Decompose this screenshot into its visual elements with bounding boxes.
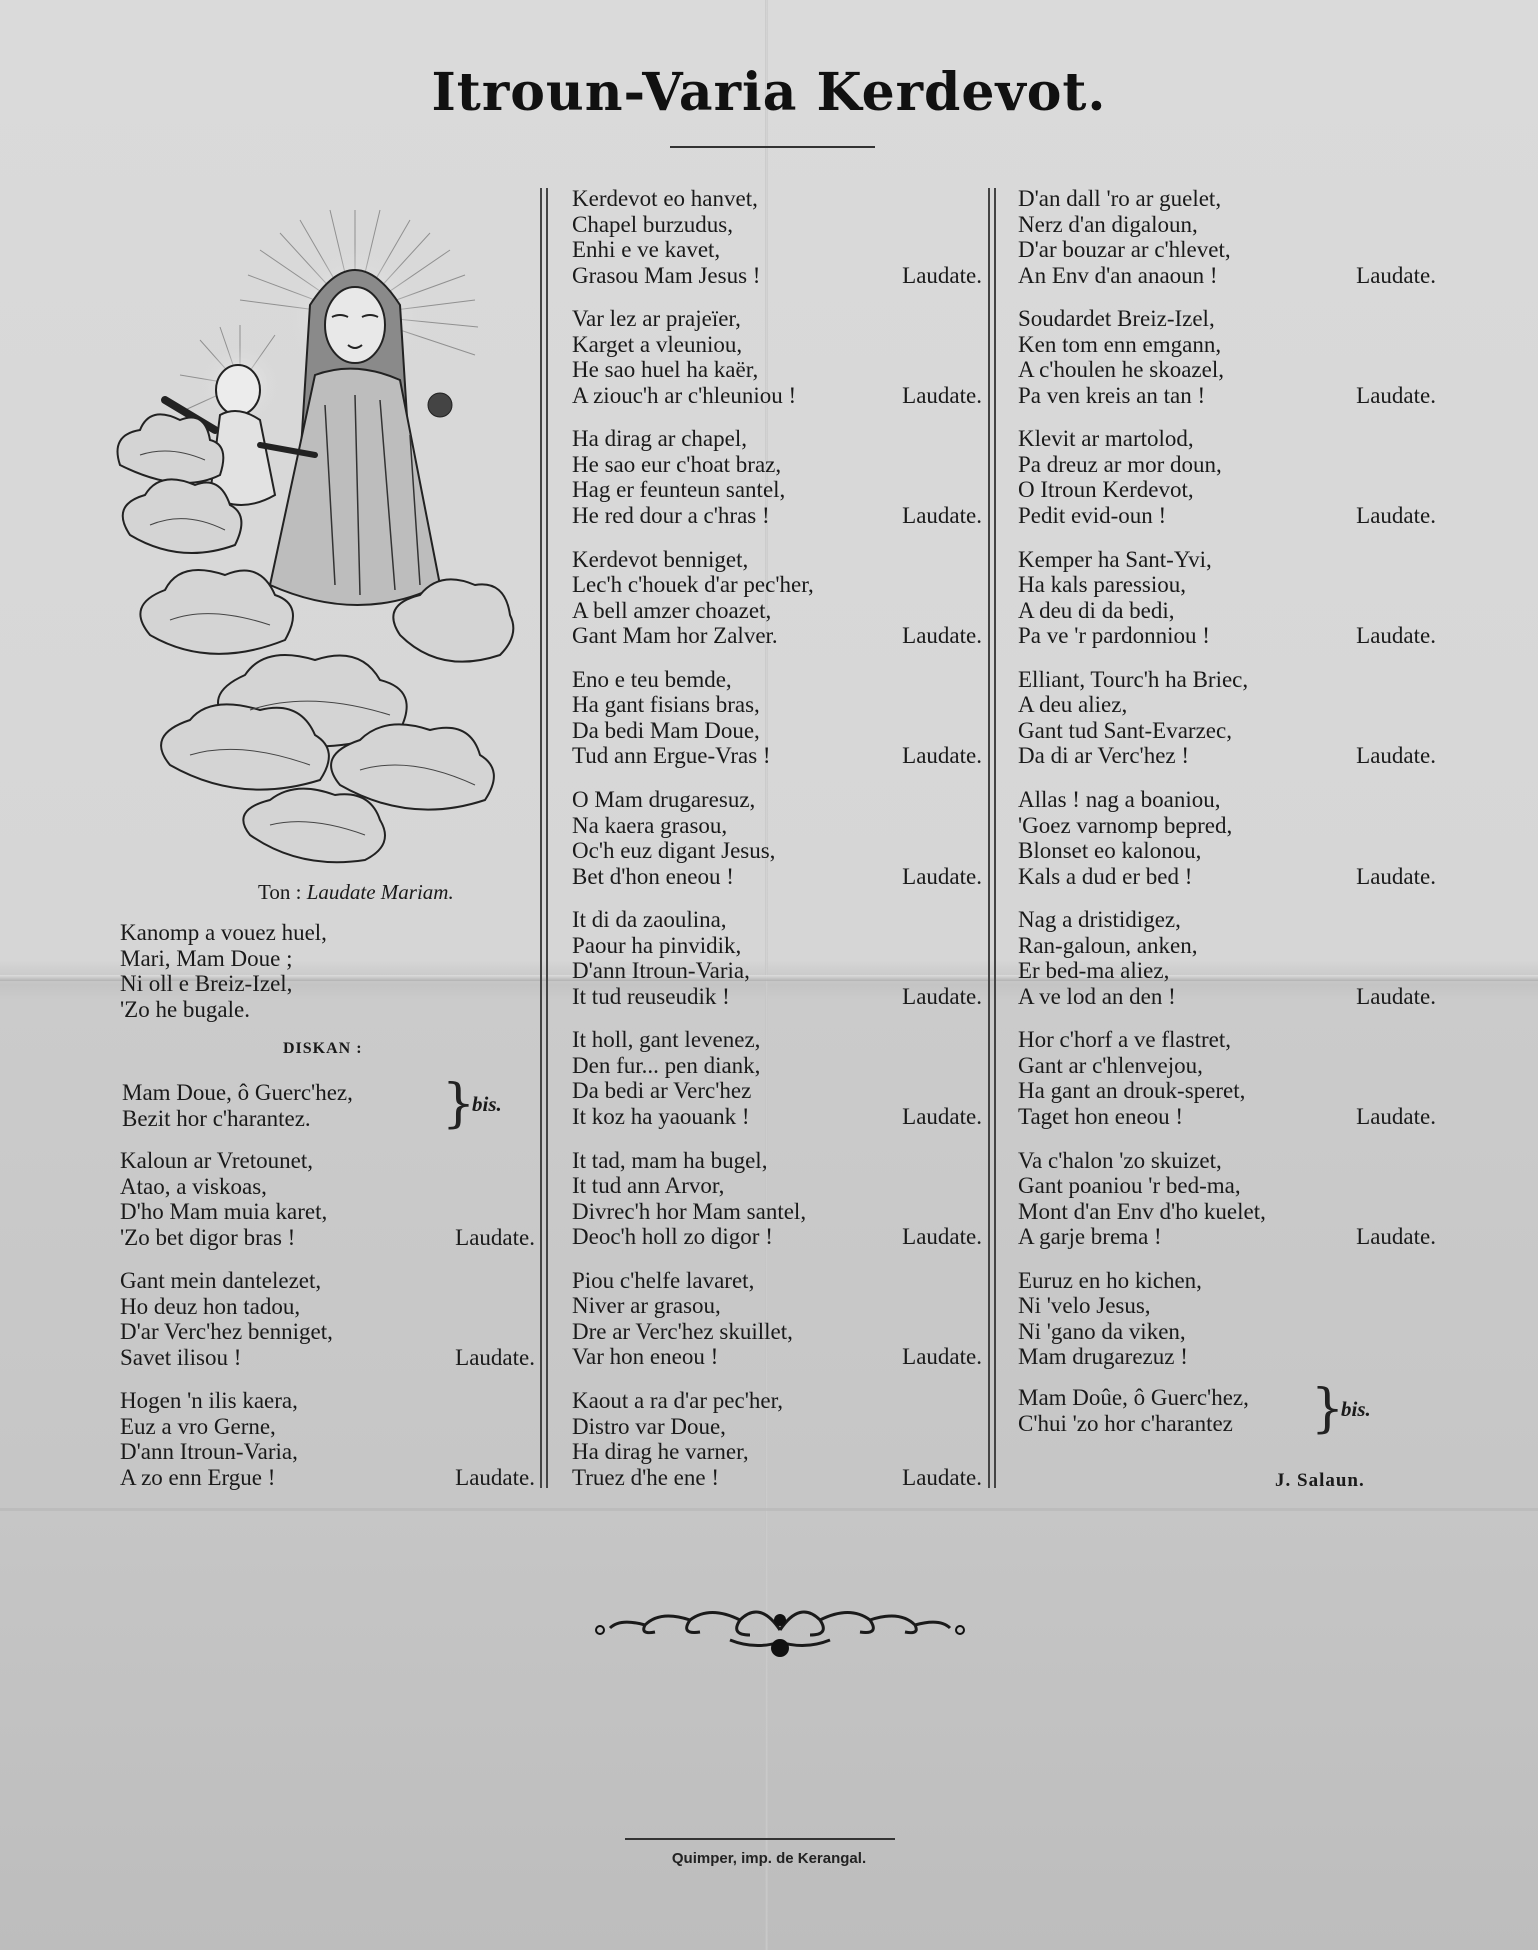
stanza [120,1268,535,1370]
verse-line: Ken tom enn emgann, [1018,331,1222,357]
stanza [1018,787,1436,889]
verse-line: Var hon eneou ! [572,1344,719,1370]
stanza [572,186,982,288]
author-signature: J. Salaun. [1275,1470,1365,1491]
verse-line: It di da zaoulina, [572,907,727,933]
stanza [120,1148,535,1250]
verse-line: Soudardet Breiz-Izel, [1018,306,1215,332]
stanza [572,1027,982,1129]
verse-line: Ni 'velo Jesus, [1018,1293,1151,1319]
verse-line: Ha gant fisians bras, [572,692,760,718]
paper-fold-lower [0,1508,1538,1511]
verse-line: Enhi e ve kavet, [572,237,721,262]
verse-line: Dre ar Verc'hez skuillet, [572,1318,793,1344]
tune-prefix: Ton : [258,880,307,904]
refrain-laudate: Laudate. [1356,623,1436,649]
stanza [120,1388,535,1490]
verse-line: Kaout a ra d'ar pec'her, [572,1388,784,1413]
refrain-laudate: Laudate. [902,983,982,1009]
column-rule-2b [994,188,996,1488]
tune-name: Laudate Mariam. [306,880,454,904]
refrain-laudate: Laudate. [902,502,982,528]
verse-line: Den fur... pen diank, [572,1052,761,1078]
final-diskan [1018,1379,1438,1439]
verse-line: Hogen 'n ilis kaera, [120,1388,298,1413]
verse-line: Er bed-ma aliez, [1018,958,1170,984]
brace-icon: } [1311,1379,1345,1439]
verse-line: Pedit evid-oun ! [1018,502,1167,528]
refrain-laudate: Laudate. [902,262,982,288]
stanza [1018,1148,1436,1250]
refrain-laudate: Laudate. [902,1103,982,1129]
verse-line: Pa dreuz ar mor doun, [1018,451,1222,477]
stanza [572,1388,982,1490]
stanza [572,426,982,528]
verse-line: A deu aliez, [1018,692,1128,718]
verse-line: D'ho Mam muia karet, [120,1199,328,1224]
stanza [572,667,982,769]
verse-line: Kanomp a vouez huel, [120,920,327,945]
verse-line: D'an dall 'ro ar guelet, [1018,186,1222,211]
stanza [572,1148,982,1250]
refrain-laudate: Laudate. [902,863,982,889]
madonna-engraving-icon [110,205,520,865]
verse-line: Blonset eo kalonou, [1018,838,1202,863]
bis-marker: bis. [472,1092,502,1116]
refrain-laudate: Laudate. [1356,863,1436,889]
verse-line: 'Zo bet digor bras ! [120,1224,296,1250]
stanza [572,907,982,1009]
printer-imprint: Quimper, imp. de Kerangal. [671,1850,867,1867]
verse-line: A bell amzer choazet, [572,597,772,623]
verse-line: Gant ar c'hlenvejou, [1018,1052,1203,1078]
refrain-laudate: Laudate. [1356,502,1436,528]
column-rule-1 [540,188,542,1488]
verse-line: Niver ar grasou, [572,1293,721,1319]
refrain-laudate: Laudate. [455,1224,535,1250]
verse-line: Elliant, Tourc'h ha Briec, [1018,666,1249,692]
refrain-laudate: Laudate. [455,1344,535,1370]
floral-ornament-icon [580,1590,980,1670]
verse-line: Kemper ha Sant-Yvi, [1018,546,1212,572]
verse-line: Mam drugarezuz ! [1018,1344,1188,1370]
verse-line: D'ar bouzar ar c'hlevet, [1018,237,1231,262]
verse-line: Paour ha pinvidik, [572,932,742,958]
verse-line: Ha dirag ar chapel, [572,426,747,452]
verse-line: Ran-galoun, anken, [1018,932,1198,958]
refrain-laudate: Laudate. [1356,743,1436,769]
page-title: Itroun-Varia Kerdevot. [431,62,1107,123]
stanza [572,547,982,649]
verse-line: Gant tud Sant-Evarzec, [1018,717,1232,743]
stanza [1018,1268,1436,1370]
refrain-laudate: Laudate. [1356,1224,1436,1250]
verse-line: It tud ann Arvor, [572,1173,725,1199]
verse-line: Hag er feunteun santel, [572,477,786,503]
verse-line: Lec'h c'houek d'ar pec'her, [572,572,814,598]
verse-line: A ve lod an den ! [1018,983,1176,1009]
verse-line: Kaloun ar Vretounet, [120,1148,313,1173]
bis-marker: bis. [1341,1397,1371,1421]
refrain-laudate: Laudate. [902,1344,982,1370]
refrain-laudate: Laudate. [902,743,982,769]
verse-line: O Itroun Kerdevot, [1018,477,1194,503]
verse-line: It holl, gant levenez, [572,1027,761,1053]
verse-line: A deu di da bedi, [1018,597,1175,623]
verse-line: He red dour a c'hras ! [572,502,770,528]
verse-line: Da di ar Verc'hez ! [1018,743,1190,769]
intro-stanza [120,920,535,1022]
verse-line: Gant poaniou 'r bed-ma, [1018,1173,1241,1199]
verse-line: Euz a vro Gerne, [120,1413,276,1439]
refrain-laudate: Laudate. [1356,382,1436,408]
footer-rule [625,1838,895,1840]
verse-line: Na kaera grasou, [572,812,728,838]
stanza [1018,547,1436,649]
verse-line: He sao huel ha kaër, [572,357,759,383]
verse-line: Ni 'gano da viken, [1018,1318,1186,1344]
verse-line: Mont d'an Env d'ho kuelet, [1018,1198,1266,1224]
verse-line: Deoc'h holl zo digor ! [572,1224,773,1250]
diskan-heading: DISKAN : [283,1040,363,1057]
verse-line: 'Zo he bugale. [120,996,250,1022]
verse-line: Oc'h euz digant Jesus, [572,838,776,863]
tune-indication [258,880,454,905]
verse-line: A garje brema ! [1018,1224,1162,1250]
stanza [1018,667,1436,769]
verse-line: Kals a dud er bed ! [1018,863,1193,889]
verse-line: Tud ann Ergue-Vras ! [572,743,771,769]
verse-line: It tad, mam ha bugel, [572,1147,768,1173]
verse-line: Chapel burzudus, [572,211,733,237]
verse-line: Savet ilisou ! [120,1344,242,1370]
refrain-laudate: Laudate. [1356,262,1436,288]
stanza [572,1268,982,1370]
title-rule [670,146,875,148]
verse-line: Nag a dristidigez, [1018,907,1181,933]
verse-line: Divrec'h hor Mam santel, [572,1198,807,1224]
refrain-laudate: Laudate. [902,1224,982,1250]
diskan-line: Bezit hor c'harantez. [122,1105,311,1131]
verse-line: Atao, a viskoas, [120,1173,267,1199]
verse-line: Mari, Mam Doue ; [120,945,293,971]
verse-line: Ha dirag he varner, [572,1439,749,1464]
column-rule-2 [988,188,990,1488]
stanza [572,306,982,408]
verse-line: Pa ven kreis an tan ! [1018,382,1206,408]
verse-line: 'Goez varnomp bepred, [1018,812,1233,838]
verse-line: D'ar Verc'hez benniget, [120,1319,333,1344]
verse-line: Pa ve 'r pardonniou ! [1018,623,1210,649]
stanza [1018,426,1436,528]
refrain-laudate: Laudate. [1356,1103,1436,1129]
verse-line: Distro var Doue, [572,1413,726,1439]
stanza [1018,306,1436,408]
verse-line: Ni oll e Breiz-Izel, [120,971,293,996]
verse-line: An Env d'an anaoun ! [1018,262,1218,288]
verse-line: Truez d'he ene ! [572,1464,719,1490]
verse-line: D'ann Itroun-Varia, [120,1439,298,1464]
verse-line: Eno e teu bemde, [572,666,732,692]
verse-line: D'ann Itroun-Varia, [572,958,750,984]
verse-line: Va c'halon 'zo skuizet, [1018,1147,1222,1173]
refrain-laudate: Laudate. [455,1464,535,1490]
verse-line: Ha kals paressiou, [1018,572,1186,598]
verse-line: Karget a vleuniou, [572,331,743,357]
column-rule-1b [546,188,548,1488]
verse-line: It koz ha yaouank ! [572,1103,750,1129]
verse-line: Nerz d'an digaloun, [1018,211,1198,237]
verse-line: Hor c'horf a ve flastret, [1018,1027,1231,1053]
verse-line: A c'houlen he skoazel, [1018,357,1224,383]
stanza [1018,907,1436,1009]
verse-line: Euruz en ho kichen, [1018,1267,1202,1293]
brace-icon: } [442,1074,476,1134]
verse-line: O Mam drugaresuz, [572,787,756,812]
verse-line: Bet d'hon eneou ! [572,863,734,889]
verse-line: A zo enn Ergue ! [120,1464,276,1490]
verse-line: Gant mein dantelezet, [120,1268,322,1293]
diskan-line: C'hui 'zo hor c'harantez [1018,1410,1233,1436]
verse-line: Da bedi ar Verc'hez [572,1078,752,1104]
verse-line: Klevit ar martolod, [1018,426,1194,452]
verse-line: He sao eur c'hoat braz, [572,451,782,477]
verse-line: Ho deuz hon tadou, [120,1293,301,1319]
verse-line: It tud reuseudik ! [572,983,730,1009]
verse-line: A ziouc'h ar c'hleuniou ! [572,382,797,408]
stanza [1018,186,1436,288]
stanza [572,787,982,889]
diskan-line: Mam Doue, ô Guerc'hez, [122,1080,353,1105]
refrain-laudate: Laudate. [902,382,982,408]
diskan-line: Mam Doûe, ô Guerc'hez, [1018,1385,1249,1410]
verse-line: Grasou Mam Jesus ! [572,262,761,288]
verse-line: Kerdevot benniget, [572,546,749,572]
verse-line: Allas ! nag a boaniou, [1018,787,1221,812]
stanza [1018,1027,1436,1129]
refrain-laudate: Laudate. [902,623,982,649]
refrain-laudate: Laudate. [1356,983,1436,1009]
verse-line: Kerdevot eo hanvet, [572,186,758,211]
verse-line: Piou c'helfe lavaret, [572,1267,755,1293]
diskan-refrain [122,1074,542,1134]
verse-line: Da bedi Mam Doue, [572,717,760,743]
verse-line: Var lez ar prajeïer, [572,306,741,332]
refrain-laudate: Laudate. [902,1464,982,1490]
verse-line: Taget hon eneou ! [1018,1103,1184,1129]
verse-line: Ha gant an drouk-speret, [1018,1078,1246,1104]
verse-line: Gant Mam hor Zalver. [572,623,778,649]
